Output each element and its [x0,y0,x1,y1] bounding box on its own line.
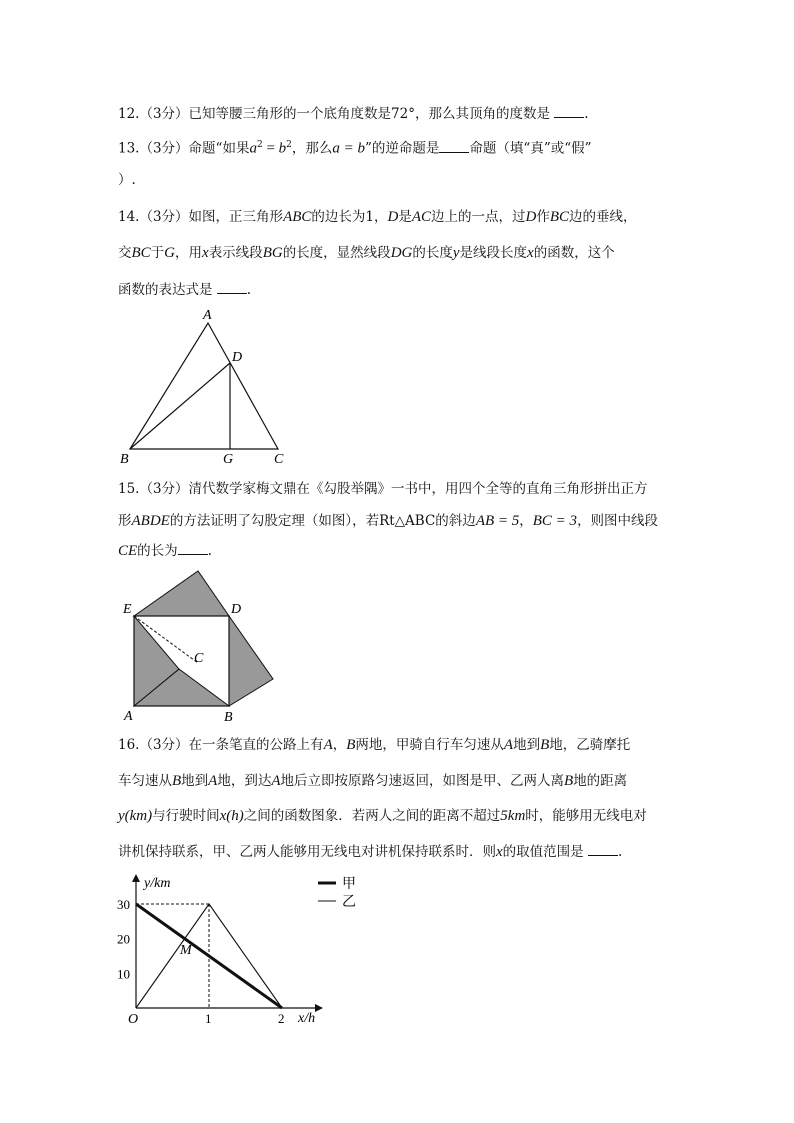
triangle-top [134,571,229,616]
question-14-line3: 函数的表达式是 . [118,282,252,298]
label-e: E [123,602,132,617]
q16-distance-time-chart [110,870,370,1030]
legend-label-jia: 甲 [342,876,356,892]
point-m-label: M [180,943,192,958]
q15-answer-blank[interactable] [178,542,208,555]
x-axis-label: x/h [298,1011,316,1026]
label-d: D [232,350,243,365]
x-tick-2: 2 [278,1011,285,1026]
y-axis-label: y/km [144,876,171,891]
legend [318,876,356,910]
y-tick-10: 10 [117,966,130,982]
label-a: A [124,709,133,724]
origin-label: O [128,1012,139,1027]
question-13: 13.（3分）命题“如果$a^2 = b^2$，那么a = b”的逆命题是 命题（填“真”或“假” [118,140,592,157]
label-a: A [203,308,212,323]
label-c: C [274,452,284,467]
y-axis-arrow [132,874,140,882]
question-12: 12.（3分）已知等腰三角形的一个底角度数是72°，那么其顶角的度数是 . [118,106,589,122]
question-16-line4: 讲机保持联系，甲、乙两人能够用无线电对讲机保持联系时．则x的取值范围是 . [118,844,623,860]
question-15-line1: 15.（3分）清代数学家梅文鼎在《勾股举隅》一书中，用四个全等的直角三角形拼出正方 [118,481,648,497]
q13-text: 13.（3分）命题“如果 [118,140,250,157]
question-14-line2: 交BC于G，用x表示线段BG的长度，显然线段DG的长度y是线段长度x的函数，这个 [118,245,615,261]
label-g: G [223,452,234,467]
x-axis-arrow [315,1004,323,1012]
legend-label-yi: 乙 [342,894,356,910]
question-16-line1: 16.（3分）在一条笔直的公路上有A，B两地，甲骑自行车匀速从A地到B地，乙骑摩托 [118,737,631,753]
segment-bd [130,363,230,449]
y-tick-30: 30 [117,897,130,912]
q13-answer-blank[interactable] [439,140,469,153]
triangle-right [229,616,273,706]
label-d: D [231,602,242,617]
label-b: B [224,710,233,725]
question-16-line2: 车匀速从B地到A地，到达A地后立即按原路匀速返回，如图是甲、乙两人离B地的距离 [118,773,628,789]
x-tick-1: 1 [205,1011,212,1026]
q12-text: 12.（3分）已知等腰三角形的一个底角度数是72°，那么其顶角的度数是 [118,106,550,122]
q12-answer-blank[interactable] [554,105,584,118]
question-13-cont: ）. [118,172,136,188]
q14-answer-blank[interactable] [217,281,247,294]
q14-triangle-figure [110,305,310,470]
question-16-line3: y(km)与行驶时间x(h)之间的函数图象．若两人之间的距离不超过5km时，能够用无线电对 [118,808,647,824]
q16-answer-blank[interactable] [588,843,618,856]
q15-square-figure [118,565,288,730]
label-b: B [120,452,129,467]
y-tick-20: 20 [117,931,130,947]
question-15-line3: CE的长为 . [118,543,212,559]
question-14-line1: 14.（3分）如图，正三角形ABC的边长为1，D是AC边上的一点，过D作BC边的垂线， [118,209,637,225]
question-15-line2: 形ABDE的方法证明了勾股定理（如图），若Rt△ABC的斜边AB = 5，BC = 3，则图中线段 [118,513,659,529]
label-c: C [194,651,204,666]
